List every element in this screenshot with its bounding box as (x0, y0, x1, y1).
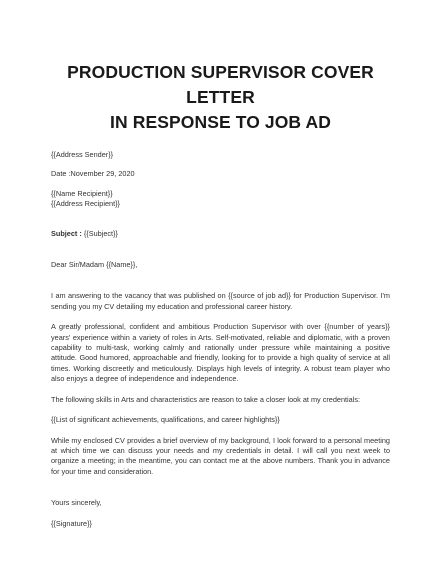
date-value: November 29, 2020 (70, 169, 135, 179)
subject-label: Subject : (51, 228, 82, 238)
signature: {{Signature}} (51, 518, 92, 528)
closing-phrase: Yours sincerely, (51, 498, 102, 508)
paragraph-achievements: {{List of significant achievements, qualifications, and career highlights}} (51, 415, 280, 425)
subject-line (51, 229, 390, 239)
title-line-2: IN RESPONSE TO JOB AD (110, 112, 331, 132)
sender-address: {{Address Sender}} (51, 150, 114, 159)
letter-body (51, 150, 390, 529)
salutation: Dear Sir/Madam {{Name}}, (51, 260, 138, 270)
recipient-block (51, 189, 390, 210)
date-label: Date : (51, 169, 71, 179)
paragraph-intro: I am answering to the vacancy that was published on {{source of job ad}} for Production Supervisor. I'm sending you my CV detailing my education and professional career history. (51, 291, 390, 311)
paragraph-skills-intro: The following skills in Arts and characteristics are reason to take a closer look at my credentials: (51, 394, 361, 404)
date-line (51, 169, 390, 179)
paragraph-closing-remarks: While my enclosed CV provides a brief overview of my background, I look forward to a personal meeting at which time we can discuss your needs and my credentials in detail. I will call you next week to organize a meeting; in the meantime, you can contact me at the above numbers. Thank you in advance for your time and consideration. (51, 435, 390, 476)
recipient-name: {{Name Recipient}} (51, 188, 113, 198)
paragraph-profile: A greatly professional, confident and ambitious Production Supervisor with over {{number of years}} years' experience within a variety of roles in Arts. Self-motivated, reliable and diplomatic, with a proven capability to multi-task, working calmly and rationally under pressure while maintaining a positive attitude. Good humored, approachable and friendly, looking for to provide a high quality of service at all times. Working discreetly and meticulously. Displays high levels of integrity. A robust team player who also enjoys a degree of independence and independence. (51, 322, 390, 384)
subject-value: {{Subject}} (81, 228, 118, 238)
recipient-address: {{Address Recipient}} (51, 199, 120, 209)
title-line-1: PRODUCTION SUPERVISOR COVER LETTER (67, 62, 374, 107)
document-title (51, 0, 390, 135)
